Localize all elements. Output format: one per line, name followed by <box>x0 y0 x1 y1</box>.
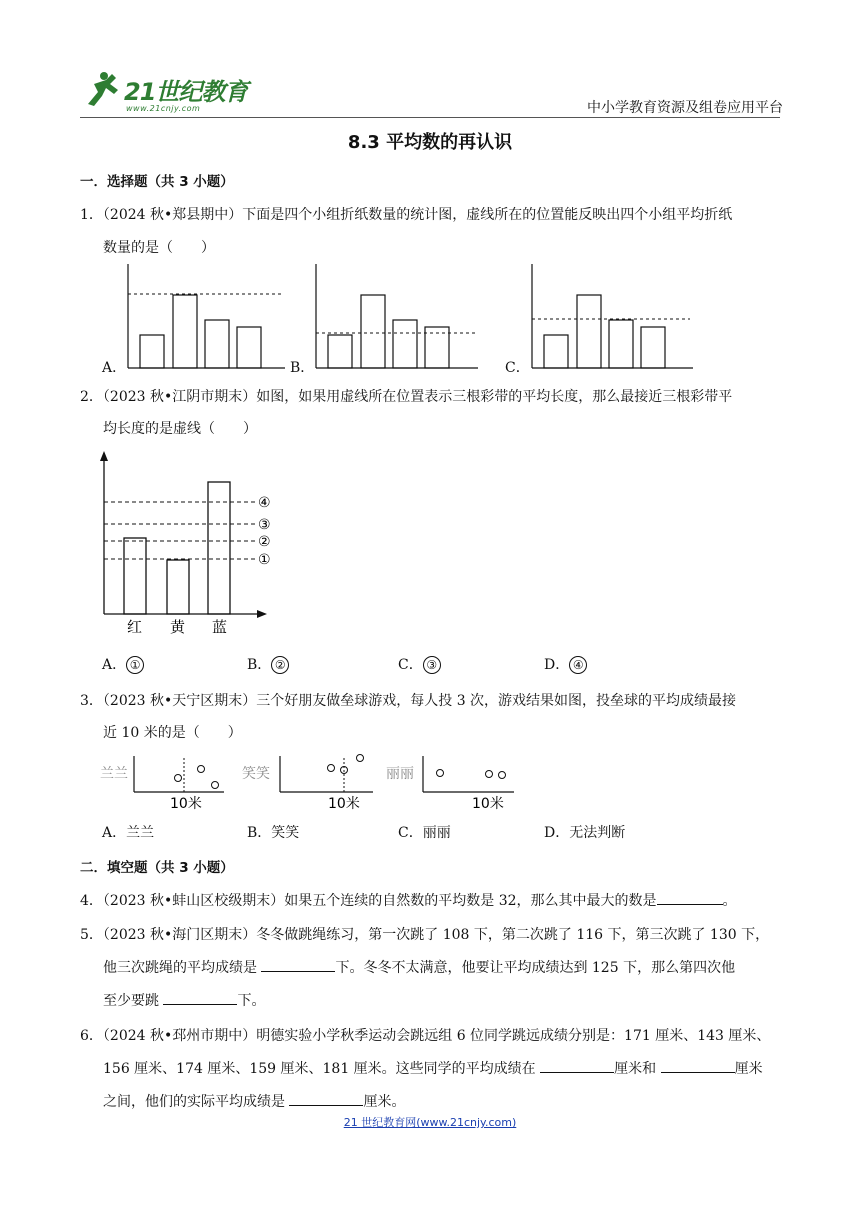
option-c-value: ③ <box>423 656 441 674</box>
q5-line2: 他三次跳绳的平均成绩是 下。冬冬不太满意，他要让平均成绩达到 125 下，那么第四次他 <box>103 957 735 977</box>
runner-logo-icon <box>80 70 124 110</box>
y-axis-arrow-icon <box>100 451 108 461</box>
q6-lower-blank[interactable] <box>540 1058 614 1073</box>
q1-chart-b <box>316 264 478 368</box>
chart-b-bar <box>328 335 352 368</box>
q2-line1: 2．（2023 秋•江阴市期末）如图，如果用虚线所在位置表示三根彩带的平均长度，那么最接近三根彩带平 <box>80 389 733 405</box>
q3-option-b[interactable]: B．笑笑 <box>247 825 300 841</box>
section-heading-choice: 一．选择题（共 3 小题） <box>80 174 234 190</box>
bar-yellow <box>167 560 189 614</box>
q1-option-b[interactable]: B． <box>290 360 315 376</box>
q5-average-blank[interactable] <box>261 957 335 972</box>
q4-line: 4．（2023 秋•蚌山区校级期末）如果五个连续的自然数的平均数是 32，那么其中最大的数是 。 <box>80 890 737 910</box>
q6-line1: 6．（2024 秋•邳州市期中）明德实验小学秋季运动会跳远组 6 位同学跳远成绩分别是：171 厘米、143 厘米、 <box>80 1028 771 1044</box>
q3-charts <box>98 748 518 814</box>
logo-text: 21世纪教育 <box>124 78 248 106</box>
q1-chart-c <box>532 264 693 368</box>
player-lili: 丽丽 <box>386 766 414 782</box>
footer-link[interactable]: 21 世纪教育网(www.21cnjy.com) <box>343 1116 517 1129</box>
player-lanlan: 兰兰 <box>100 766 128 782</box>
q6-line3: 之间，他们的实际平均成绩是 厘米。 <box>103 1091 405 1111</box>
bar-red <box>124 538 146 614</box>
q6-line2: 156 厘米、174 厘米、159 厘米、181 厘米。这些同学的平均成绩在 厘米和 厘米 <box>103 1058 763 1078</box>
logo-url: www.21cnjy.com <box>126 104 201 113</box>
lanlan-axis-label: 10米 <box>170 796 202 812</box>
throw-point <box>212 782 219 789</box>
throw-point <box>499 772 506 779</box>
q3-option-c[interactable]: C．丽丽 <box>398 825 451 841</box>
category-blue: 蓝 <box>212 618 228 636</box>
line-label-1: ① <box>258 552 271 568</box>
throw-point <box>175 775 182 782</box>
q6-upper-blank[interactable] <box>661 1058 735 1073</box>
option-a-value: ① <box>126 656 144 674</box>
page-title: 8.3 平均数的再认识 <box>347 132 513 153</box>
chart-a-bar <box>140 335 164 368</box>
option-b-value: ② <box>271 656 289 674</box>
q2-option-a[interactable]: A． ① <box>102 654 144 674</box>
q1-option-c[interactable]: C． <box>505 360 530 376</box>
lili-axis-label: 10米 <box>472 796 504 812</box>
platform-name: 中小学教育资源及组卷应用平台 <box>587 100 783 116</box>
chart-c-bar <box>544 335 568 368</box>
chart-c-bar <box>577 295 601 368</box>
q5-line3: 至少要跳 下。 <box>103 990 265 1010</box>
player-xiaoxiao: 笑笑 <box>242 766 270 782</box>
chart-a-bar <box>237 327 261 368</box>
q5-line1: 5．（2023 秋•海门区期末）冬冬做跳绳练习，第一次跳了 108 下，第二次跳了 116 下，第三次跳了 130 下， <box>80 927 770 943</box>
section-heading-fill: 二．填空题（共 3 小题） <box>80 860 234 876</box>
line-label-4: ④ <box>258 495 271 511</box>
q5-fourth-blank[interactable] <box>163 990 237 1005</box>
q3-chart-lili <box>386 756 514 812</box>
throw-point <box>198 766 205 773</box>
xiaoxiao-axis-label: 10米 <box>328 796 360 812</box>
logo <box>80 68 255 116</box>
q2-option-d[interactable]: D． ④ <box>544 654 587 674</box>
throw-point <box>357 755 364 762</box>
q1-option-a[interactable]: A． <box>102 360 127 376</box>
header-divider <box>80 117 780 118</box>
q2-line2: 均长度的是虚线（ ） <box>103 421 257 437</box>
q3-line2: 近 10 米的是（ ） <box>103 725 242 741</box>
x-axis-arrow-icon <box>257 610 267 618</box>
chart-b-bar <box>361 295 385 368</box>
q3-chart-lanlan <box>100 756 224 812</box>
chart-a-bar <box>173 295 197 368</box>
category-red: 红 <box>127 618 143 636</box>
category-yellow: 黄 <box>170 618 186 636</box>
chart-c-bar <box>609 320 633 368</box>
line-label-3: ③ <box>258 517 271 533</box>
q2-option-b[interactable]: B． ② <box>247 654 289 674</box>
option-d-value: ④ <box>569 656 587 674</box>
q3-line1: 3．（2023 秋•天宁区期末）三个好朋友做垒球游戏，每人投 3 次，游戏结果如图，投垒球的平均成绩最接 <box>80 693 737 709</box>
q1-charts <box>100 258 700 374</box>
q3-chart-xiaoxiao <box>242 755 373 813</box>
chart-c-bar <box>641 327 665 368</box>
q6-actual-blank[interactable] <box>289 1091 363 1106</box>
q2-option-c[interactable]: C． ③ <box>398 654 441 674</box>
q1-chart-a <box>128 264 285 368</box>
throw-point <box>486 771 493 778</box>
chart-a-bar <box>205 320 229 368</box>
q3-option-d[interactable]: D．无法判断 <box>544 825 626 841</box>
line-label-2: ② <box>258 534 271 550</box>
throw-point <box>437 770 444 777</box>
q3-option-a[interactable]: A．兰兰 <box>102 825 155 841</box>
q1-line2: 数量的是（ ） <box>103 240 215 256</box>
chart-b-bar <box>393 320 417 368</box>
throw-point <box>328 765 335 772</box>
q1-line1: 1．（2024 秋•郑县期中）下面是四个小组折纸数量的统计图，虚线所在的位置能反映出四个小组平均折纸 <box>80 207 733 223</box>
q2-chart <box>90 448 290 638</box>
q4-answer-blank[interactable] <box>657 890 723 905</box>
